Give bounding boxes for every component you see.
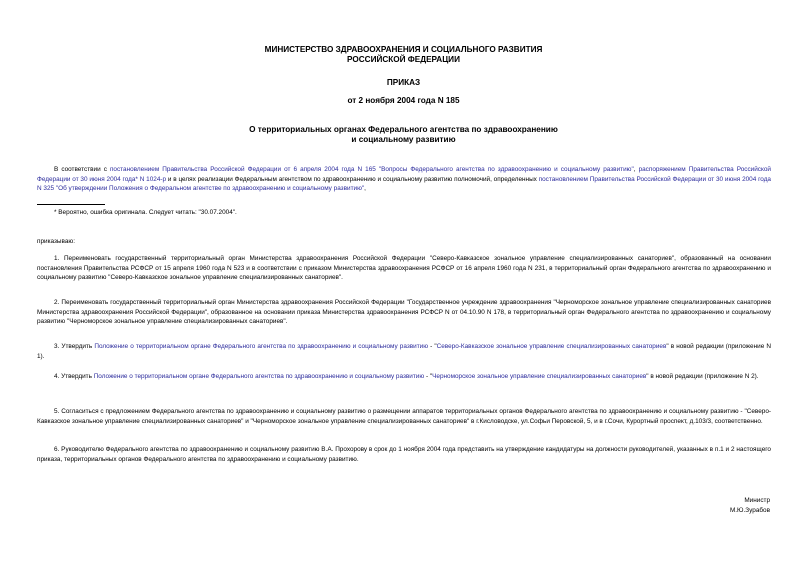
order-item-3	[37, 342, 771, 361]
item4-text-3: " в новой редакции (приложение N 2).	[646, 373, 759, 380]
ministry-line-1: МИНИСТЕРСТВО ЗДРАВООХРАНЕНИЯ И СОЦИАЛЬНОГО РАЗВИТИЯ	[264, 45, 543, 54]
link-north-caucasus-directorate[interactable]: Северо-Кавказское зональное управление специализированных санаториев	[436, 343, 667, 350]
item3-text-1: 3. Утвердить	[54, 343, 95, 350]
link-government-decree-165[interactable]: постановлением Правительства Российской Федерации от 6 апреля 2004 года N 165 "Вопросы Федерального агентства по здравоохранению и социальному развитию"	[109, 166, 634, 173]
preamble-text-2: ,	[633, 166, 639, 173]
ministry-line-2: РОССИЙСКОЙ ФЕДЕРАЦИИ	[347, 55, 460, 64]
orders-word: приказываю:	[37, 238, 75, 245]
document-title-line-2: и социальному развитию	[351, 135, 456, 144]
footnote: * Вероятно, ошибка оригинала. Следует читать: "30.07.2004".	[54, 209, 237, 216]
order-item-1: 1. Переименовать государственный территориальный орган Министерства здравоохранения Российской Федерации "Северо-Кавказское зональное управление специализированных санаториев", образованный на основании постановления Правительства РСФСР от 15 апреля 1960 года N 523 и в соответствии с приказом Министерства здравоохранения РСФСР от 16 апреля 1960 года N 231, в территориальный орган Федерального агентства по здравоохранению и социальному развитию "Северо-Кавказское зональное управление специализированных санаториев".	[37, 255, 771, 281]
preamble-text-3: и в целях реализации Федеральным агентством по здравоохранению и социальному развитию полномочий, определенных	[166, 175, 539, 183]
preamble-text-4: ,	[364, 185, 366, 192]
signature-name: М.Ю.Зурабов	[729, 507, 770, 514]
item3-text-2: - "	[428, 343, 437, 350]
signature-position: Министр	[744, 497, 770, 504]
document-date-number: от 2 ноября 2004 года N 185	[347, 96, 460, 105]
link-regulation-black-sea[interactable]: Положение о территориальном органе Федерального агентства по здравоохранению и социальному развитию	[93, 373, 425, 380]
order-item-2: 2. Переименовать государственный территориальный орган Министерства здравоохранения Российской Федерации "Государственное учреждение здравоохранения "Черноморское зональное управление специализированных санаториев Министерства здравоохранения Российской Федерации", образованное на основании приказа Министерства здравоохранения РСФСР N от 04.10.90 N 178, в территориальный орган Федерального агентства по здравоохранению и социальному развитию "Черноморское зональное управление специализированных санаториев".	[37, 299, 771, 325]
item4-text-1: 4. Утвердить	[54, 373, 94, 380]
link-government-decree-325[interactable]: постановлением Правительства Российской Федерации от 30 июня 2004 года N 325 "Об утверждении Положения о Федеральном агентстве по здравоохранению и социальному развитию"	[37, 175, 771, 192]
item4-text-2: - "	[424, 373, 433, 380]
footnote-divider	[37, 204, 105, 205]
document-title-line-1: О территориальных органах Федерального агентства по здравоохранению	[249, 125, 558, 134]
link-black-sea-directorate[interactable]: Черноморское зональное управление специализированных санаториев	[432, 373, 647, 380]
document-type: ПРИКАЗ	[386, 78, 421, 87]
item3-text-3: " в новой редакции (приложение N 1).	[37, 343, 771, 360]
link-regulation-north-caucasus[interactable]: Положение о территориальном органе Федерального агентства по здравоохранению и социальному развитию	[94, 343, 429, 350]
preamble-text-1: В соответствии с	[54, 166, 110, 173]
order-item-6: 6. Руководителю Федерального агентства по здравоохранению и социальному развитию В.А. Прохорову в срок до 1 ноября 2004 года представить на утверждение кандидатуры на должности руководителей, указанных в п.1 и 2 настоящего приказа, территориальных органов Федерального агентства по здравоохранению и социальному развитию.	[37, 446, 771, 463]
link-government-order-1024[interactable]: распоряжением Правительства Российской Федерации от 30 июня 2004 года* N 1024-р	[37, 166, 771, 183]
order-item-4	[37, 372, 771, 382]
order-item-5: 5. Согласиться с предложением Федерального агентства по здравоохранению и социальному развитию о размещении аппаратов территориальных органов Федерального агентства по здравоохранению и социальному развитию - "Северо-Кавказское зональное управление специализированных санаториев" и "Черноморское зональное управление специализированных санаториев" в г.Кисловодске, ул.Софьи Перовской, 5, и в г.Сочи, Курортный проспект, д.103/3, соответственно.	[37, 408, 771, 425]
preamble-paragraph	[37, 165, 771, 194]
